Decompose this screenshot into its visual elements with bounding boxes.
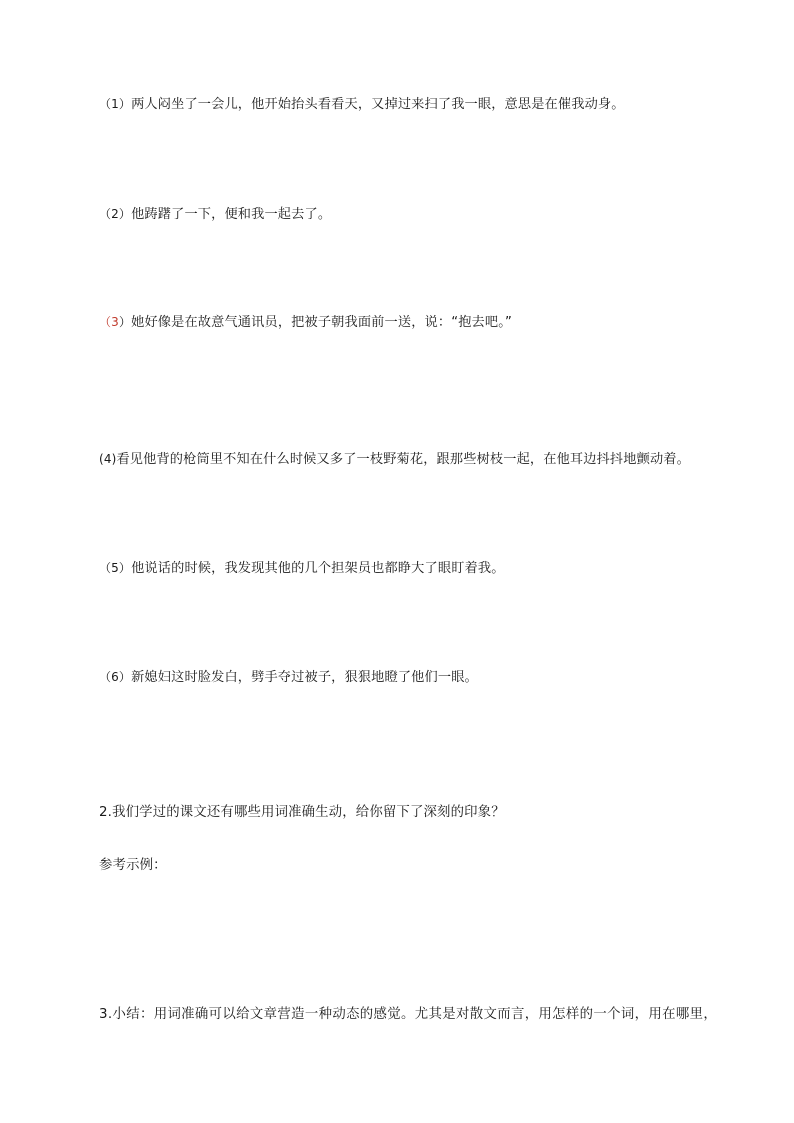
- sentence-text: 他说话的时候，我发现其他的几个担架员也都睁大了眼盯着我。: [131, 561, 505, 576]
- sentence-5: [99, 559, 505, 578]
- sentence-number-open: （: [99, 315, 112, 329]
- sentence-number: （1）: [99, 97, 132, 111]
- sentence-3: [99, 313, 512, 332]
- sentence-number: （2）: [99, 207, 132, 221]
- reference-example-label: 参考示例：: [99, 858, 167, 873]
- sentence-number: （5）: [99, 561, 132, 575]
- sentence-number-digit: 3: [111, 315, 119, 329]
- sentence-6: [99, 668, 478, 687]
- sentence-text: 看见他背的枪筒里不知在什么时候又多了一枝野菊花，跟那些树枝一起，在他耳边抖抖地颤动着。: [116, 452, 690, 467]
- question-2: 2.我们学过的课文还有哪些用词准确生动，给你留下了深刻的印象？: [99, 805, 505, 820]
- sentence-text: 她好像是在故意气通讯员，把被子朝我面前一送，说：“抱去吧。”: [131, 315, 512, 330]
- sentence-4: [99, 450, 690, 469]
- sentence-text: 他踌躇了一下，便和我一起去了。: [131, 207, 332, 222]
- sentence-number: （6）: [99, 670, 132, 684]
- sentence-text: 两人闷坐了一会儿，他开始抬头看看天，又掉过来扫了我一眼，意思是在催我动身。: [131, 97, 625, 112]
- sentence-text: 新媳妇这时脸发白，劈手夺过被子，狠狠地瞪了他们一眼。: [131, 670, 478, 685]
- sentence-1: [99, 95, 625, 114]
- sentence-number: (4): [99, 452, 117, 466]
- summary-paragraph: 3.小结：用词准确可以给文章营造一种动态的感觉。尤其是对散文而言，用怎样的一个词，用在哪里，: [99, 1007, 718, 1022]
- sentence-number-close: ）: [118, 315, 132, 329]
- sentence-2: [99, 205, 331, 224]
